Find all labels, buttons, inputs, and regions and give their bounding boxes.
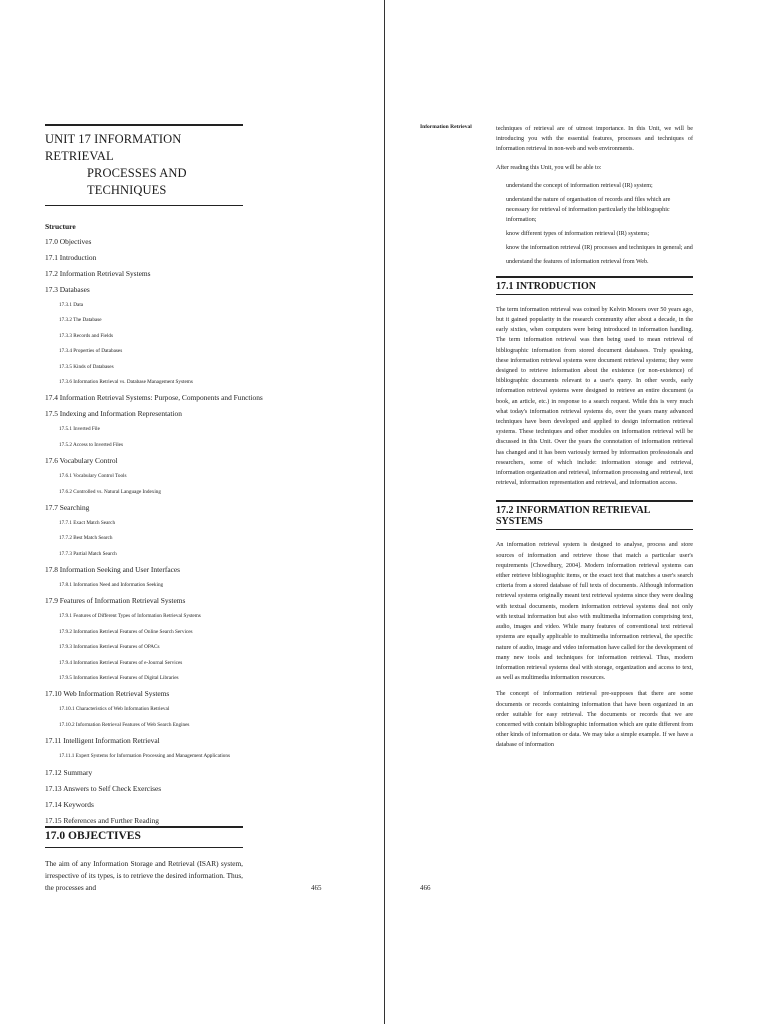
toc-subentry: 17.6.2 Controlled vs. Natural Language Indexing: [59, 488, 161, 495]
toc-subentry: 17.9.5 Information Retrieval Features of Digital Libraries: [59, 675, 179, 682]
toc-subentry: 17.9.4 Information Retrieval Features of e-Journal Services: [59, 659, 183, 666]
margin-running-head: Information Retrieval: [420, 124, 472, 130]
after-reading-line: After reading this Unit, you will be able to:: [496, 164, 602, 171]
toc-entry: 17.6 Vocabulary Control: [45, 456, 118, 466]
page-divider: [384, 0, 385, 1024]
toc-subentry: 17.9.1 Features of Different Types of Information Retrieval Systems: [59, 613, 201, 620]
toc-subentry: 17.3.2 The Database: [59, 317, 102, 324]
objective-bullet: know different types of information retrieval (IR) systems;: [506, 230, 650, 237]
toc-subentry: 17.10.1 Characteristics of Web Information Retrieval: [59, 706, 170, 713]
title-rule-bottom: [45, 205, 243, 206]
toc-subentry: 17.8.1 Information Need and Information Seeking: [59, 582, 164, 589]
intro-continued-paragraph: techniques of retrieval are of utmost importance. In this Unit, we will be introducing you with the essential features, processes and techniques of information retrieval in non-web and web environments.: [496, 126, 693, 153]
objectives-list: [496, 181, 693, 267]
objective-bullet: understand the concept of information retrieval (IR) system;: [506, 182, 653, 189]
toc-subentry: 17.7.1 Exact Match Search: [59, 519, 116, 526]
toc-entry: 17.3 Databases: [45, 285, 90, 294]
toc-entry: 17.1 Introduction: [45, 253, 97, 262]
toc-entry: 17.10 Web Information Retrieval Systems: [45, 689, 170, 699]
page-number-right: 466: [420, 884, 431, 892]
toc-subentry: 17.3.4 Properties of Databases: [59, 348, 123, 355]
toc-entry: 17.11 Intelligent Information Retrieval: [45, 736, 160, 746]
toc-subentry: 17.5.2 Access to Inverted Files: [59, 441, 123, 448]
toc-subentry: 17.7.2 Best Match Search: [59, 535, 113, 542]
toc-entry: 17.4 Information Retrieval Systems: Purpose, Components and Functions: [45, 393, 263, 403]
toc-subentry: 17.3.1 Data: [59, 302, 84, 308]
toc-subentry: 17.5.1 Inverted File: [59, 426, 100, 433]
sec1-heading: 17.1 INTRODUCTION: [496, 280, 597, 292]
toc-entry: 17.5 Indexing and Information Representation: [45, 409, 182, 419]
toc-entry: 17.12 Summary: [45, 767, 93, 777]
toc-subentry: 17.9.2 Information Retrieval Features of Online Search Services: [59, 628, 193, 635]
toc-subentry: 17.6.1 Vocabulary Control Tools: [59, 473, 127, 480]
toc-entry: 17.7 Searching: [45, 502, 90, 512]
sec1-paragraph: The term information retrieval was coined by Kelvin Mooers over 50 years ago, but it gained popularity in the research community after about a decade, in the early sixties, when computers were being introduced in information handling. The term information retrieval was then being used to mean retrieval of bibliographic information from stored document databases. Truly speaking, these information retrieval systems were document retrieval systems; they were designed to retrieve information about the existence (or non-existence) of bibliographic documents relevant to a user's query. In other words, early information retrieval systems were designed to retrieve an entire document (a book, an article, etc.) in response to a search request. While this is very much what today's information retrieval systems do, over the years many advanced techniques have been developed and applied to design information retrieval systems. These techniques and other modules on information retrieval will be discussed in this Unit. Over the years the connotation of information retrieval has changed and it has been variously termed by information professionals and researchers, some of which include: information storage and retrieval, information organization and retrieval, information processing and retrieval, text retrieval, information representation and retrieval, and information access.: [496, 306, 693, 487]
objectives-heading: 17.0 OBJECTIVES: [45, 830, 141, 842]
objective-bullet: know the information retrieval (IR) processes and techniques in general; and: [506, 244, 693, 251]
objectives-paragraph: The aim of any Information Storage and Retrieval (ISAR) system, irrespective of its types, is to retrieve the desired information. Thus, the processes and: [45, 859, 243, 892]
sec1-rule-top: [496, 276, 693, 278]
toc-entry: 17.14 Keywords: [45, 799, 94, 809]
sec1-rule-bottom: [496, 294, 693, 295]
right-page: [496, 124, 693, 751]
toc-subentry: 17.3.5 Kinds of Databases: [59, 363, 114, 370]
toc-entry: 17.13 Answers to Self Check Exercises: [45, 783, 162, 793]
toc-subentry: 17.9.3 Information Retrieval Features of OPACs: [59, 644, 160, 651]
objectives-rule-top: [45, 826, 243, 828]
sec2-rule-top: [496, 500, 693, 502]
toc-entry: 17.2 Information Retrieval Systems: [45, 269, 151, 278]
sec2-rule-bottom: [496, 529, 693, 530]
sec2-paragraph: An information retrieval system is designed to analyse, process and store sources of information and retrieve those that match a particular user's requirements [Chowdhury, 2004]. Modern information retrieval systems can either retrieve bibliographic items, or the exact text that matches a user's search criteria from a stored database of full texts of documents. Although information retrieval systems originally meant text retrieval systems since they were dealing with textual documents, modern information retrieval systems deal not only with textual information but also with multimedia information comprising text, audio, images and video. While many features of conventional text retrieval systems are equally applicable to multimedia information retrieval, the specific nature of audio, image and video information have called for the development of many new tools and techniques for information retrieval. Thus, modern information retrieval systems deal with storage, organization and access to text, as well as multimedia information resources.: [496, 542, 693, 682]
toc-entry: 17.9 Features of Information Retrieval Systems: [45, 596, 186, 606]
sec2-paragraph-2: The concept of information retrieval pre-supposes that there are some documents or records containing information that have been organized in an order suitable for easy retrieval. The documents or records that we are concerned with contain bibliographic information which are quite different from other kinds of information or data. We may take a simple example. If we have a database of information: [496, 691, 693, 749]
unit-title-line1: UNIT 17 INFORMATION RETRIEVAL: [45, 132, 182, 163]
objective-bullet: understand the features of information retrieval from Web.: [506, 258, 649, 265]
structure-heading: Structure: [45, 222, 76, 231]
page-number-left: 465: [311, 884, 322, 892]
toc-entry: 17.15 References and Further Reading: [45, 815, 159, 825]
title-rule-top: [45, 124, 243, 126]
table-of-contents: [45, 237, 263, 832]
toc-subentry: 17.7.3 Partial Match Search: [59, 550, 117, 557]
objectives-rule-bottom: [45, 847, 243, 848]
left-page: [45, 124, 263, 832]
toc-subentry: 17.3.3 Records and Fields: [59, 332, 114, 339]
toc-subentry: 17.11.1 Expert Systems for Information Processing and Management Applications: [59, 753, 230, 760]
toc-entry: 17.0 Objectives: [45, 237, 92, 246]
unit-title: [45, 131, 243, 199]
sec2-heading: 17.2 INFORMATION RETRIEVAL SYSTEMS: [496, 505, 650, 528]
unit-title-line2: PROCESSES AND TECHNIQUES: [87, 166, 187, 197]
toc-subentry: 17.10.2 Information Retrieval Features of Web Search Engines: [59, 721, 190, 728]
toc-entry: 17.8 Information Seeking and User Interfaces: [45, 565, 181, 575]
objective-bullet: understand the nature of organisation of records and files which are necessary for retrieval of information particularly the bibliographic information;: [506, 196, 671, 223]
toc-subentry: 17.3.6 Information Retrieval vs. Database Management Systems: [59, 378, 193, 385]
